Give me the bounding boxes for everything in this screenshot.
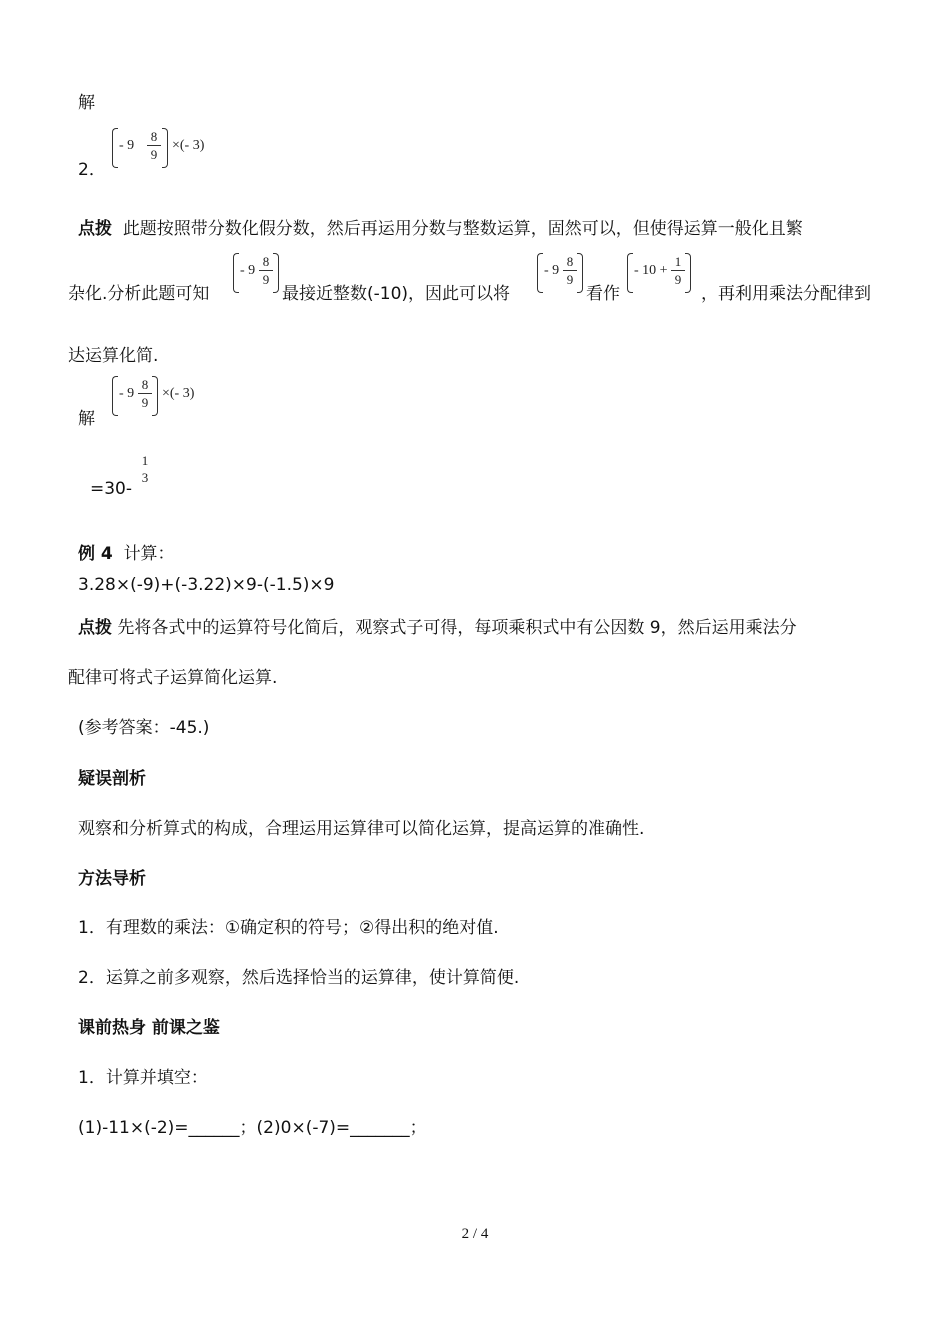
solution-label: 解 (78, 409, 95, 429)
solution-label: 解 (78, 93, 95, 113)
hint-paragraph-line: ，再利用乘法分配律到 (701, 284, 871, 304)
hint-paragraph-line: 点拨 此题按照带分数化假分数，然后再运用分数与整数运算，固然可以，但使得运算一般化且繁 (78, 219, 803, 239)
item-number: 2． (78, 160, 106, 180)
hint-paragraph-line: 点拨 先将各式中的运算符号化简后，观察式子可得，每项乘积式中有公因数 9，然后运用乘法分 (78, 618, 797, 638)
section-title: 疑误剖析 (78, 769, 146, 789)
section-text: 观察和分析算式的构成，合理运用运算律可以简化运算，提高运算的准确性. (78, 819, 645, 839)
math-expression: - 10 + $\frac{1}{9}$ (627, 253, 693, 293)
hint-paragraph-line: 达运算化简. (68, 346, 159, 366)
math-expression: - 9 $\frac{8}{9}$ (537, 253, 583, 293)
page-number: 2 / 4 (461, 1226, 489, 1242)
hint-paragraph-line: 最接近整数(-10)，因此可以将 (282, 284, 511, 304)
math-fraction: 1 3 (141, 453, 149, 485)
hint-label: 点拨 (78, 618, 112, 638)
hint-paragraph-line: 杂化.分析此题可知 (68, 284, 210, 304)
example-label: 例 4 (78, 544, 113, 564)
list-item: 1．计算并填空： (78, 1068, 208, 1088)
reference-answer: (参考答案：-45.) (78, 718, 210, 738)
list-item: 1．有理数的乘法：①确定积的符号；②得出积的绝对值. (78, 918, 499, 938)
example-heading: 例 4 计算： (78, 544, 175, 564)
math-expression: - 9 $\frac{8}{9}$ ×(- 3) (112, 376, 212, 416)
exercise-line: (1)-11×(-2)=______；(2)0×(-7)=_______； (78, 1118, 427, 1138)
result-expression: =30- (90, 479, 133, 499)
example-expression: 3.28×(-9)+(-3.22)×9-(-1.5)×9 (78, 575, 335, 595)
math-expression: - 9 $\frac{8}{9}$ ×(- 3) (112, 128, 212, 168)
list-item: 2．运算之前多观察，然后选择恰当的运算律，使计算简便. (78, 968, 520, 988)
math-expression: - 9 $\frac{8}{9}$ (233, 253, 279, 293)
section-title: 方法导析 (78, 869, 146, 889)
hint-label: 点拨 (78, 219, 112, 239)
hint-paragraph-line: 配律可将式子运算简化运算. (68, 668, 278, 688)
hint-paragraph-line: 看作 (586, 284, 620, 304)
section-title: 课前热身 前课之鉴 (78, 1018, 220, 1038)
